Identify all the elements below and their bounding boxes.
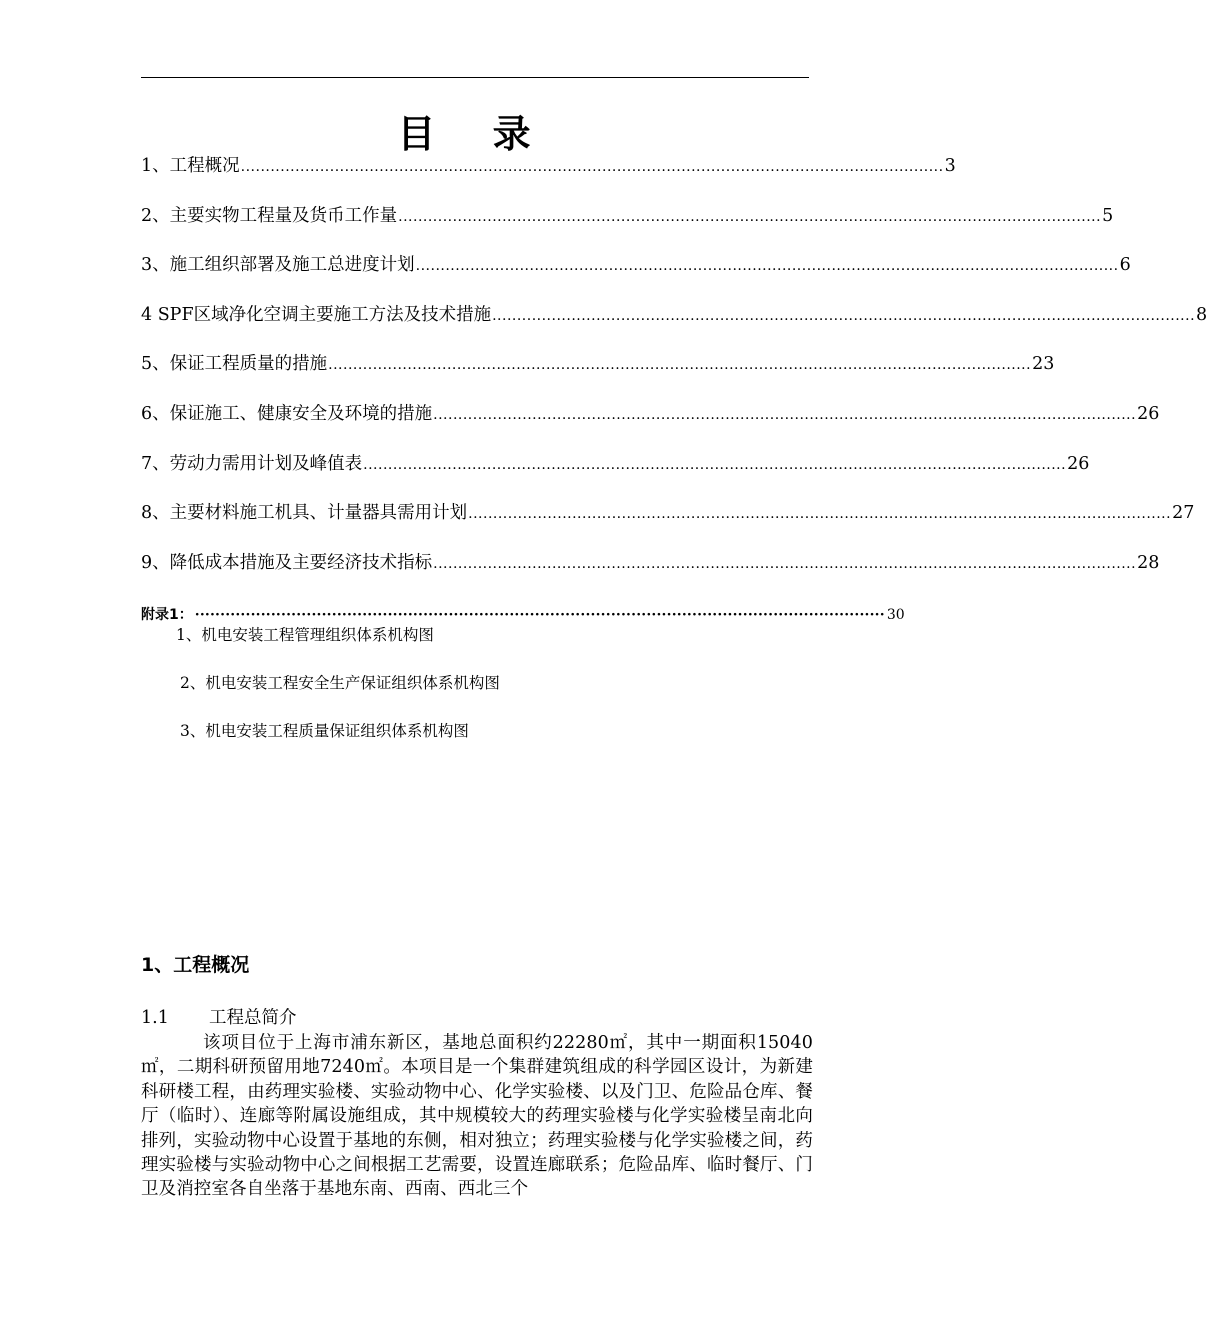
toc-entry-label: 7、劳动力需用计划及峰值表 (141, 453, 363, 474)
toc-entry-page: 5 (1102, 205, 1114, 226)
toc-leader-dots: .............................................................................................................................................. (240, 159, 944, 175)
toc-appendix-label: 附录1： (141, 607, 193, 623)
toc-entry-label: 6、保证施工、健康安全及环境的措施 (141, 403, 433, 424)
toc-appendix-page: 30 (886, 607, 905, 623)
toc-entry[interactable] (141, 398, 1160, 448)
toc-leader-dots: .............................................................................................................................................. (363, 456, 1067, 473)
toc-entry-label: 1、工程概况 (141, 156, 240, 176)
toc-leader-dots: .............................................................................................................................................. (433, 555, 1137, 572)
toc-entry[interactable] (141, 497, 1195, 547)
appendix-item[interactable]: 1、机电安装工程管理组织体系机构图 (176, 626, 434, 644)
section-heading: 1、工程概况 (141, 954, 250, 976)
toc-entry-label: 9、降低成本措施及主要经济技术指标 (141, 552, 433, 573)
header-rule (141, 77, 809, 78)
toc-entry[interactable] (141, 547, 1160, 597)
toc-entry-label: 2、主要实物工程量及货币工作量 (141, 205, 398, 226)
toc-entry-page: 3 (944, 156, 956, 176)
toc-entry[interactable] (141, 249, 1131, 299)
toc-entry[interactable] (141, 299, 1207, 349)
toc-entry-page: 23 (1032, 354, 1055, 375)
toc-leader-dots: .............................................................................................................................................. (492, 307, 1196, 324)
toc-entry[interactable] (141, 348, 1055, 398)
toc-entry[interactable] (141, 448, 1090, 498)
table-of-contents (141, 150, 1207, 596)
body-paragraph: 该项目位于上海市浦东新区，基地总面积约22280㎡，其中一期面积15040㎡，二期科研预留用地7240㎡。本项目是一个集群建筑组成的科学园区设计，为新建科研楼工程，由药理实验楼、实验动物中心、化学实验楼、以及门卫、危险品仓库、餐厅（临时）、连廊等附属设施组成，其中规模较大的药理实验楼与化学实验楼呈南北向排列，实验动物中心设置于基地的东侧，相对独立；药理实验楼与化学实验楼之间，药理实验楼与实验动物中心之间根据工艺需要，设置连廊联系；危险品库、临时餐厅、门卫及消控室各自坐落于基地东南、西南、西北三个 (141, 1033, 813, 1200)
toc-entry-page: 6 (1119, 255, 1131, 276)
toc-entry-page: 8 (1196, 304, 1207, 325)
toc-entry[interactable] (141, 150, 956, 200)
toc-leader-dots: .............................................................................................................................................. (468, 506, 1172, 523)
appendix-item[interactable]: 2、机电安装工程安全生产保证组织体系机构图 (180, 674, 500, 692)
toc-leader-dots: ········································································································································ (194, 607, 885, 623)
toc-leader-dots: .............................................................................................................................................. (328, 357, 1032, 374)
appendix-item[interactable]: 3、机电安装工程质量保证组织体系机构图 (180, 722, 469, 740)
subsection-number: 1.1 (141, 1008, 169, 1028)
toc-entry-label: 3、施工组织部署及施工总进度计划 (141, 255, 415, 276)
toc-entry-page: 27 (1172, 503, 1195, 524)
toc-leader-dots: .............................................................................................................................................. (398, 208, 1102, 225)
toc-entry-label: 5、保证工程质量的措施 (141, 354, 328, 375)
toc-leader-dots: .............................................................................................................................................. (415, 258, 1119, 275)
toc-entry-page: 26 (1067, 453, 1090, 474)
subsection-title: 工程总简介 (209, 1008, 297, 1028)
toc-entry-page: 28 (1137, 552, 1160, 573)
subsection-heading (141, 1005, 297, 1031)
toc-entry-label: 8、主要材料施工机具、计量器具需用计划 (141, 503, 468, 524)
toc-leader-dots: .............................................................................................................................................. (433, 406, 1137, 423)
toc-entry-label: 4 SPF区域净化空调主要施工方法及技术措施 (141, 304, 492, 325)
toc-entry-page: 26 (1137, 403, 1160, 424)
toc-entry[interactable] (141, 200, 1114, 250)
toc-title: 目 录 (397, 111, 553, 156)
